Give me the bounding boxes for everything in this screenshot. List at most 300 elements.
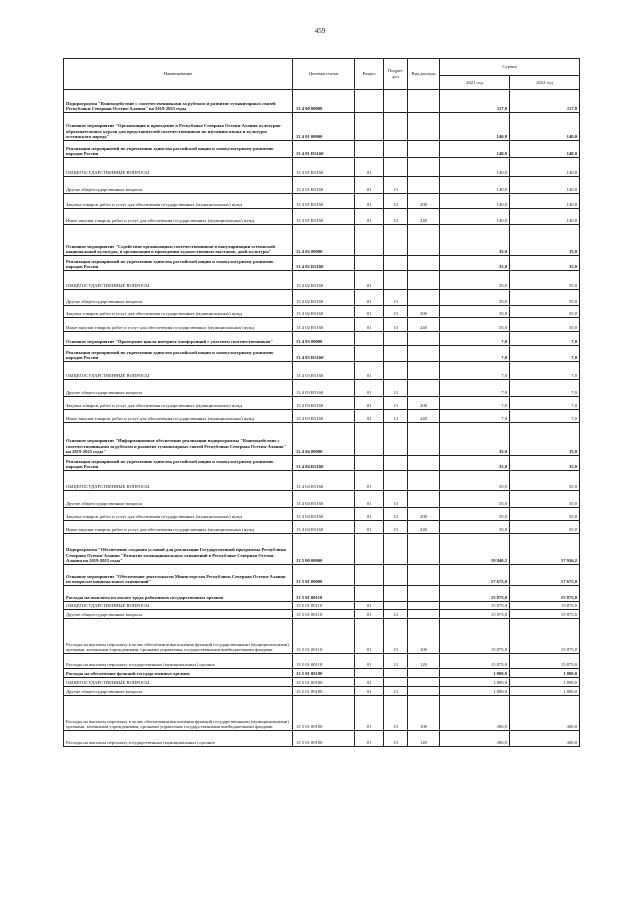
row-amount-2022: 7,0: [510, 380, 580, 397]
row-amount-2022: 35,0: [510, 521, 580, 534]
row-amount-2021: 140,0: [440, 177, 510, 194]
row-section: 01: [355, 731, 384, 747]
row-subsection: [384, 602, 408, 610]
row-subsection: 13: [384, 290, 408, 306]
row-amount-2021: 35,0: [440, 521, 510, 534]
row-code: 13 5 01 00190: [293, 731, 355, 747]
row-code: 13 4 02 R5160: [293, 290, 355, 306]
table-row: [64, 362, 580, 380]
table-row: [64, 731, 580, 747]
row-subsection: [384, 113, 408, 141]
row-expense-type: [408, 90, 440, 113]
row-section: 01: [355, 696, 384, 731]
row-amount-2021: 35,0: [440, 256, 510, 271]
row-expense-type: [408, 456, 440, 471]
row-amount-2022: 35,0: [510, 290, 580, 306]
row-code: 13 4 04 R5160: [293, 521, 355, 534]
table-row: [64, 410, 580, 423]
row-section: 01: [355, 397, 384, 410]
row-code: 13 5 01 00190: [293, 678, 355, 687]
row-amount-2022: 7,0: [510, 362, 580, 380]
row-amount-2022: 140,0: [510, 141, 580, 158]
table-row: [64, 271, 580, 290]
row-amount-2022: 300,0: [510, 731, 580, 747]
row-section: 01: [355, 362, 384, 380]
row-expense-type: 240: [408, 318, 440, 332]
row-amount-2021: 1 800,0: [440, 678, 510, 687]
row-name: Реализация мероприятий по укреплению единства российской нации и этнокультурному развитию народов России: [64, 141, 293, 158]
row-expense-type: [408, 669, 440, 678]
row-amount-2021: 7,0: [440, 380, 510, 397]
table-row: [64, 90, 580, 113]
table-row: [64, 619, 580, 654]
row-subsection: [384, 225, 408, 256]
row-expense-type: [408, 113, 440, 141]
row-subsection: [384, 346, 408, 362]
row-section: [355, 565, 384, 586]
row-amount-2022: 15 875,0: [510, 602, 580, 610]
row-subsection: 13: [384, 194, 408, 209]
row-amount-2022: 7,0: [510, 410, 580, 423]
header-expense-type: Вид расхода: [408, 59, 440, 90]
row-code: 13 4 03 00000: [293, 332, 355, 346]
row-code: 13 5 01 00110: [293, 586, 355, 602]
row-subsection: [384, 586, 408, 602]
row-amount-2021: 7,0: [440, 332, 510, 346]
row-code: 13 4 03 R5160: [293, 346, 355, 362]
row-expense-type: [408, 271, 440, 290]
header-section: Раздел: [355, 59, 384, 90]
row-section: 01: [355, 194, 384, 209]
table-row: [64, 669, 580, 678]
row-expense-type: 200: [408, 194, 440, 209]
row-amount-2022: 35,0: [510, 225, 580, 256]
row-amount-2022: 1 800,0: [510, 678, 580, 687]
row-amount-2021: 140,0: [440, 209, 510, 225]
table-row: [64, 491, 580, 508]
row-amount-2021: 300,0: [440, 696, 510, 731]
row-amount-2021: 19 940,2: [440, 534, 510, 565]
row-code: 13 4 03 R5160: [293, 397, 355, 410]
row-name: Иные закупки товаров, работ и услуг для обеспечения государственных (муниципальных) нужд: [64, 410, 293, 423]
row-name: Основное мероприятие "Организация и проведение в Республике Северная Осетия-Алания культурно-образовательных курсов для представителей соотечественников по изучению языка и культуры осетинского народа": [64, 113, 293, 141]
row-code: 13 5 00 00000: [293, 534, 355, 565]
row-name: Другие общегосударственные вопросы: [64, 610, 293, 619]
row-name: Расходы на выплаты персоналу государственных (муниципальных) органов: [64, 731, 293, 747]
row-name: Иные закупки товаров, работ и услуг для обеспечения государственных (муниципальных) нужд: [64, 318, 293, 332]
row-section: 01: [355, 209, 384, 225]
row-subsection: 13: [384, 508, 408, 521]
row-code: 13 4 03 R5160: [293, 362, 355, 380]
row-expense-type: [408, 346, 440, 362]
row-amount-2021: 35,0: [440, 271, 510, 290]
row-amount-2022: 140,0: [510, 113, 580, 141]
row-subsection: 13: [384, 687, 408, 696]
row-code: 13 5 01 00110: [293, 602, 355, 610]
table-row: [64, 141, 580, 158]
budget-table: [63, 58, 580, 747]
row-section: [355, 90, 384, 113]
row-code: 13 4 01 R5160: [293, 177, 355, 194]
row-section: 01: [355, 508, 384, 521]
row-amount-2021: 1 800,0: [440, 669, 510, 678]
row-amount-2022: 35,0: [510, 491, 580, 508]
row-subsection: 13: [384, 410, 408, 423]
row-subsection: [384, 471, 408, 491]
row-name: ОБЩЕГОСУДАРСТВЕННЫЕ ВОПРОСЫ: [64, 471, 293, 491]
row-subsection: [384, 669, 408, 678]
table-row: [64, 687, 580, 696]
row-amount-2021: 35,0: [440, 471, 510, 491]
table-row: [64, 318, 580, 332]
table-row: [64, 423, 580, 456]
row-expense-type: [408, 610, 440, 619]
row-amount-2022: 140,0: [510, 177, 580, 194]
row-code: 13 4 00 00000: [293, 90, 355, 113]
table-row: [64, 209, 580, 225]
row-amount-2022: 17 675,0: [510, 565, 580, 586]
row-amount-2022: 15 875,0: [510, 610, 580, 619]
row-code: 13 4 03 R5160: [293, 380, 355, 397]
row-amount-2022: 15 875,0: [510, 619, 580, 654]
row-name: Расходы на выплаты персоналу в целях обеспечения выполнения функций государственными (муниципальными) органами, казенными учреждениями, органами управления государственными внебюджетными фондами: [64, 619, 293, 654]
row-amount-2022: 35,0: [510, 423, 580, 456]
row-expense-type: 200: [408, 306, 440, 318]
row-amount-2022: 35,0: [510, 456, 580, 471]
row-name: Другие общегосударственные вопросы: [64, 687, 293, 696]
row-expense-type: [408, 380, 440, 397]
table-row: [64, 678, 580, 687]
row-name: Основное мероприятие "Содействие организациям соотечественников в популяризации осетинской национальной культуры, в организации и проведении художественных выставок, дней культуры": [64, 225, 293, 256]
row-subsection: [384, 256, 408, 271]
page-number: 459: [314, 27, 326, 35]
row-expense-type: 240: [408, 521, 440, 534]
row-name: Иные закупки товаров, работ и услуг для обеспечения государственных (муниципальных) нужд: [64, 209, 293, 225]
row-amount-2022: 7,0: [510, 346, 580, 362]
row-amount-2022: 140,0: [510, 194, 580, 209]
row-code: 13 5 01 00190: [293, 696, 355, 731]
row-subsection: 13: [384, 397, 408, 410]
row-subsection: 13: [384, 619, 408, 654]
table-row: [64, 610, 580, 619]
row-subsection: 13: [384, 521, 408, 534]
table-row: [64, 534, 580, 565]
row-subsection: 13: [384, 318, 408, 332]
header-code: Целевая статья: [293, 59, 355, 90]
row-amount-2022: 35,0: [510, 318, 580, 332]
row-amount-2021: 35,0: [440, 225, 510, 256]
row-amount-2021: 7,0: [440, 410, 510, 423]
row-amount-2021: 140,0: [440, 158, 510, 177]
row-amount-2022: 35,0: [510, 306, 580, 318]
row-code: 13 5 01 00110: [293, 654, 355, 669]
row-section: [355, 332, 384, 346]
row-section: [355, 669, 384, 678]
row-section: [355, 113, 384, 141]
table-row: [64, 346, 580, 362]
row-code: 13 4 04 R5160: [293, 471, 355, 491]
row-subsection: [384, 456, 408, 471]
row-amount-2022: 35,0: [510, 471, 580, 491]
row-amount-2022: 140,0: [510, 158, 580, 177]
header-year-2022: 2022 год: [510, 76, 580, 90]
row-subsection: 13: [384, 610, 408, 619]
row-amount-2021: 35,0: [440, 423, 510, 456]
row-expense-type: 200: [408, 397, 440, 410]
row-subsection: 13: [384, 731, 408, 747]
table-row: [64, 565, 580, 586]
table-row: [64, 177, 580, 194]
row-expense-type: 240: [408, 410, 440, 423]
row-amount-2021: 140,0: [440, 113, 510, 141]
row-code: 13 4 01 R5160: [293, 209, 355, 225]
row-expense-type: 120: [408, 654, 440, 669]
row-amount-2022: 15 875,0: [510, 586, 580, 602]
row-section: [355, 256, 384, 271]
table-row: [64, 456, 580, 471]
row-amount-2021: 15 875,0: [440, 586, 510, 602]
row-section: 01: [355, 619, 384, 654]
row-expense-type: [408, 141, 440, 158]
row-amount-2021: 7,0: [440, 362, 510, 380]
table-row: [64, 290, 580, 306]
row-subsection: [384, 534, 408, 565]
row-name: Реализация мероприятий по укреплению единства российской нации и этнокультурному развитию народов России: [64, 346, 293, 362]
row-expense-type: [408, 586, 440, 602]
row-amount-2022: 300,0: [510, 696, 580, 731]
row-code: 13 5 01 00190: [293, 687, 355, 696]
table-body: [64, 90, 580, 747]
table-row: [64, 696, 580, 731]
row-amount-2022: 35,0: [510, 271, 580, 290]
row-name: Другие общегосударственные вопросы: [64, 290, 293, 306]
row-name: Закупка товаров, работ и услуг для обеспечения государственных (муниципальных) нужд: [64, 194, 293, 209]
row-name: ОБЩЕГОСУДАРСТВЕННЫЕ ВОПРОСЫ: [64, 602, 293, 610]
row-amount-2021: 35,0: [440, 290, 510, 306]
table-row: [64, 521, 580, 534]
row-name: Подпрограмма "Обеспечение создания условий для реализации Государственной программы Республики Северная Осетия-Алания "Развитие межнациональных отношений в Республике Северная Осетия-Алания на 2019-2025 годы": [64, 534, 293, 565]
row-section: 01: [355, 610, 384, 619]
row-name: Основное мероприятие "Информационное обеспечение реализации подпрограммы "Взаимодействие с соотечественниками за рубежом и развитие гуманитарных связей Республики Северная Осетия-Алания" на 2019-2025 годы": [64, 423, 293, 456]
row-subsection: 13: [384, 380, 408, 397]
header-name: Наименование: [64, 59, 293, 90]
row-expense-type: [408, 332, 440, 346]
row-code: 13 4 04 R5160: [293, 508, 355, 521]
row-code: 13 4 04 00000: [293, 423, 355, 456]
row-name: ОБЩЕГОСУДАРСТВЕННЫЕ ВОПРОСЫ: [64, 271, 293, 290]
row-name: ОБЩЕГОСУДАРСТВЕННЫЕ ВОПРОСЫ: [64, 362, 293, 380]
table-row: [64, 380, 580, 397]
row-name: Расходы на выплаты персоналу государственных (муниципальных) органов: [64, 654, 293, 669]
row-expense-type: [408, 423, 440, 456]
row-expense-type: 200: [408, 508, 440, 521]
row-code: 13 4 01 00000: [293, 113, 355, 141]
row-code: 13 4 02 R5160: [293, 318, 355, 332]
row-expense-type: [408, 256, 440, 271]
row-amount-2021: 140,0: [440, 141, 510, 158]
row-section: 01: [355, 654, 384, 669]
row-section: [355, 423, 384, 456]
row-code: 13 5 01 00000: [293, 565, 355, 586]
row-name: Реализация мероприятий по укреплению единства российской нации и этнокультурному развитию народов России: [64, 456, 293, 471]
row-expense-type: [408, 602, 440, 610]
row-expense-type: 240: [408, 209, 440, 225]
row-amount-2021: 15 875,0: [440, 654, 510, 669]
row-subsection: [384, 423, 408, 456]
row-code: 13 4 01 R5160: [293, 194, 355, 209]
table-row: [64, 332, 580, 346]
row-name: Расходы на выплаты персоналу в целях обеспечения выполнения функций государственными (муниципальными) органами, казенными учреждениями, органами управления государственными внебюджетными фондами: [64, 696, 293, 731]
row-name: Закупка товаров, работ и услуг для обеспечения государственных (муниципальных) нужд: [64, 306, 293, 318]
header-subsection: Подраз-дел: [384, 59, 408, 90]
row-subsection: 13: [384, 209, 408, 225]
row-section: 01: [355, 158, 384, 177]
row-expense-type: [408, 177, 440, 194]
row-name: Закупка товаров, работ и услуг для обеспечения государственных (муниципальных) нужд: [64, 508, 293, 521]
row-subsection: [384, 362, 408, 380]
row-expense-type: [408, 678, 440, 687]
row-subsection: 13: [384, 177, 408, 194]
row-amount-2022: 1 800,0: [510, 687, 580, 696]
row-expense-type: 100: [408, 696, 440, 731]
row-subsection: [384, 565, 408, 586]
table-row: [64, 471, 580, 491]
table-row: [64, 194, 580, 209]
row-name: Реализация мероприятий по укреплению единства российской нации и этнокультурному развитию народов России: [64, 256, 293, 271]
row-amount-2022: 35,0: [510, 256, 580, 271]
row-amount-2022: 140,0: [510, 209, 580, 225]
row-section: [355, 586, 384, 602]
row-subsection: [384, 271, 408, 290]
row-name: Основное мероприятие "Проведение цикла интернет-конференций с участием соотечественников": [64, 332, 293, 346]
header-sums: Суммы: [440, 59, 580, 76]
row-expense-type: [408, 491, 440, 508]
row-subsection: [384, 141, 408, 158]
row-code: 13 4 02 R5160: [293, 256, 355, 271]
row-amount-2021: 7,0: [440, 346, 510, 362]
row-section: 01: [355, 380, 384, 397]
row-expense-type: [408, 565, 440, 586]
row-code: 13 5 01 00190: [293, 669, 355, 678]
row-amount-2022: 15 875,0: [510, 654, 580, 669]
table-row: [64, 113, 580, 141]
row-amount-2021: 15 875,0: [440, 610, 510, 619]
row-name: Другие общегосударственные вопросы: [64, 491, 293, 508]
row-subsection: [384, 678, 408, 687]
table-row: [64, 158, 580, 177]
table-row: [64, 397, 580, 410]
row-code: 13 5 01 00110: [293, 610, 355, 619]
row-subsection: 13: [384, 491, 408, 508]
row-amount-2021: 300,0: [440, 731, 510, 747]
row-section: 01: [355, 521, 384, 534]
row-expense-type: [408, 687, 440, 696]
row-name: Другие общегосударственные вопросы: [64, 380, 293, 397]
row-section: [355, 141, 384, 158]
row-expense-type: [408, 534, 440, 565]
row-name: Основное мероприятие "Обеспечение деятельности Министерства Республики Северная Осетия-Алания по вопросам национальных отношений": [64, 565, 293, 586]
row-amount-2021: 140,0: [440, 194, 510, 209]
row-name: ОБЩЕГОСУДАРСТВЕННЫЕ ВОПРОСЫ: [64, 678, 293, 687]
row-section: [355, 534, 384, 565]
row-expense-type: 100: [408, 619, 440, 654]
row-subsection: [384, 332, 408, 346]
row-code: 13 4 03 R5160: [293, 410, 355, 423]
row-subsection: [384, 90, 408, 113]
row-name: ОБЩЕГОСУДАРСТВЕННЫЕ ВОПРОСЫ: [64, 158, 293, 177]
table-row: [64, 654, 580, 669]
row-amount-2021: 17 675,0: [440, 565, 510, 586]
row-expense-type: [408, 158, 440, 177]
row-subsection: 13: [384, 306, 408, 318]
row-amount-2021: 35,0: [440, 306, 510, 318]
row-section: 01: [355, 271, 384, 290]
row-expense-type: [408, 362, 440, 380]
row-expense-type: [408, 290, 440, 306]
row-section: 01: [355, 687, 384, 696]
row-name: Закупка товаров, работ и услуг для обеспечения государственных (муниципальных) нужд: [64, 397, 293, 410]
row-amount-2022: 35,0: [510, 508, 580, 521]
row-section: 01: [355, 290, 384, 306]
row-name: Подпрограмма "Взаимодействие с соотечественниками за рубежом и развитие гуманитарных связей Республики Северная Осетия-Алания" на 2019-2025 годы: [64, 90, 293, 113]
row-amount-2021: 35,0: [440, 318, 510, 332]
row-section: 01: [355, 471, 384, 491]
row-name: Расходы на выплаты по оплате труда работников государственных органов: [64, 586, 293, 602]
row-amount-2022: 117,0: [510, 90, 580, 113]
row-amount-2021: 7,0: [440, 397, 510, 410]
row-amount-2021: 35,0: [440, 456, 510, 471]
table-row: [64, 306, 580, 318]
row-amount-2021: 1 800,0: [440, 687, 510, 696]
row-expense-type: 120: [408, 731, 440, 747]
row-section: 01: [355, 491, 384, 508]
row-amount-2021: 117,0: [440, 90, 510, 113]
row-expense-type: [408, 225, 440, 256]
row-amount-2022: 1 800,0: [510, 669, 580, 678]
row-code: 13 4 04 R5160: [293, 456, 355, 471]
row-section: 01: [355, 306, 384, 318]
row-amount-2022: 17 936,2: [510, 534, 580, 565]
row-name: Расходы на обеспечение функций государственных органов: [64, 669, 293, 678]
row-subsection: 13: [384, 654, 408, 669]
row-section: [355, 346, 384, 362]
row-name: Иные закупки товаров, работ и услуг для обеспечения государственных (муниципальных) нужд: [64, 521, 293, 534]
row-section: 01: [355, 410, 384, 423]
row-amount-2022: 7,0: [510, 332, 580, 346]
table-row: [64, 508, 580, 521]
row-code: 13 4 02 R5160: [293, 271, 355, 290]
row-expense-type: [408, 471, 440, 491]
table-row: [64, 602, 580, 610]
row-amount-2021: 35,0: [440, 491, 510, 508]
row-code: 13 4 02 00000: [293, 225, 355, 256]
row-code: 13 4 01 R5160: [293, 141, 355, 158]
row-code: 13 4 01 R5160: [293, 158, 355, 177]
row-subsection: [384, 158, 408, 177]
row-amount-2021: 15 875,0: [440, 619, 510, 654]
row-code: 13 4 04 R5160: [293, 491, 355, 508]
row-section: 01: [355, 678, 384, 687]
row-section: [355, 225, 384, 256]
row-amount-2021: 35,0: [440, 508, 510, 521]
row-name: Другие общегосударственные вопросы: [64, 177, 293, 194]
row-section: 01: [355, 318, 384, 332]
row-section: [355, 456, 384, 471]
row-section: 01: [355, 602, 384, 610]
row-amount-2021: 15 875,0: [440, 602, 510, 610]
row-subsection: 13: [384, 696, 408, 731]
table-row: [64, 586, 580, 602]
